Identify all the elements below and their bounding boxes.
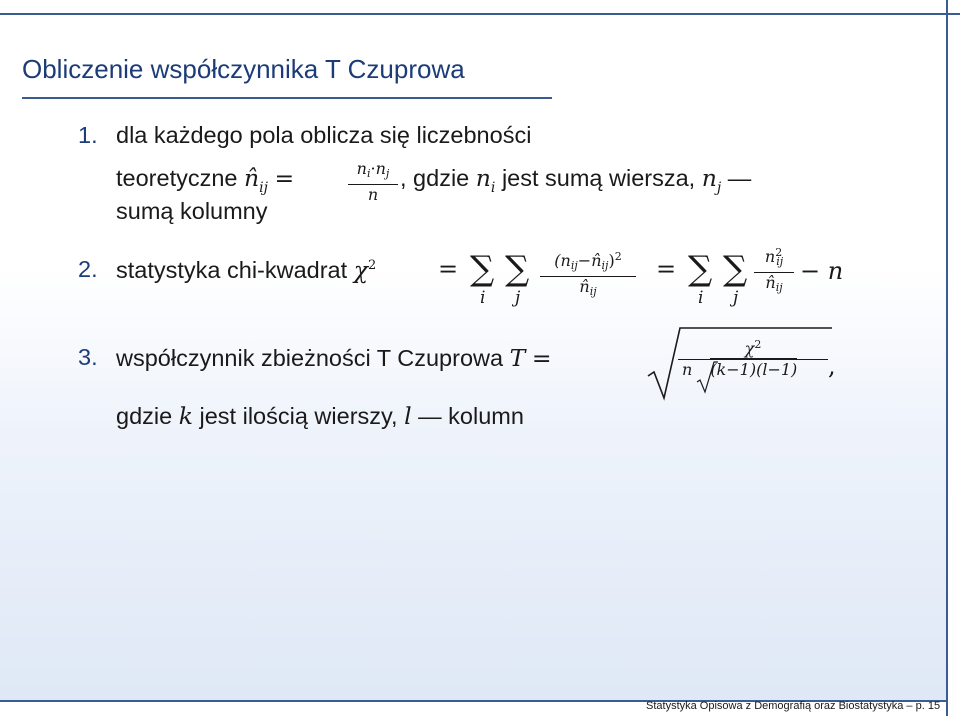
item-3-l: l (404, 402, 412, 430)
item-2-sum-i-2: ∑ (688, 249, 713, 289)
item-2-sum-i-2-index: i (698, 288, 704, 308)
item-1-equals: = (274, 164, 295, 192)
item-3-label: współczynnik zbieżności T Czuprowa (116, 345, 504, 371)
item-3-number: 3. (78, 344, 98, 370)
item-3-frac-numerator: $\chi^2$ (744, 338, 762, 358)
title-underline (22, 97, 552, 99)
item-1-frac-denominator: n (367, 185, 379, 204)
item-2-number: 2. (78, 256, 98, 282)
item-1-nhat-ij: $n̂_{ij}$ (244, 164, 268, 196)
item-3-rows-text: jest ilością wierszy, (199, 403, 398, 429)
item-3-comma: , (828, 352, 836, 380)
item-3-equals: = (531, 344, 552, 372)
item-3-k: k (178, 402, 193, 430)
item-1-dash: — (727, 165, 752, 191)
item-1-line3: sumą kolumny (116, 198, 268, 224)
item-2-label: statystyka chi-kwadrat (116, 257, 348, 283)
item-2-fraction-2 (754, 244, 794, 297)
item-2-equals-2: = (656, 255, 677, 283)
item-2-equals-1: = (438, 255, 459, 283)
footer-text: Statystyka Opisowa z Demografią oraz Biostatystyka – p. 15 (646, 700, 941, 712)
item-3-gdzie: gdzie (116, 403, 173, 429)
item-1-prefix: teoretyczne (116, 165, 238, 191)
item-2-frac2-numerator: $n^2_{ij}$ (764, 246, 784, 268)
item-3-T: T (509, 344, 526, 372)
item-2-text (116, 256, 376, 284)
item-2-fraction-1 (540, 248, 636, 301)
item-1-gdzie: , gdzie (400, 165, 470, 191)
item-1-number: 1. (78, 122, 98, 148)
corner-mark-top-right (932, 13, 960, 15)
frame-top-line (0, 13, 948, 15)
item-3-line2 (116, 402, 524, 430)
item-1-fraction (348, 160, 398, 204)
item-2-sum-i: ∑ (470, 249, 495, 289)
item-2-frac2-denominator: $n̂_{ij}$ (765, 273, 783, 294)
item-2-frac1-denominator: $n̂_{ij}$ (579, 277, 597, 298)
item-2-sum-j-index: j (515, 288, 521, 308)
item-1-ni: $n_i$ (475, 164, 496, 196)
slide-title: Obliczenie współczynnika T Czuprowa (22, 54, 465, 84)
item-1-nj: $n_j$ (701, 164, 722, 196)
item-2-frac1-numerator: $(n_{ij}-n̂_{ij})^2$ (554, 250, 622, 272)
item-3-inner-sqrt (696, 360, 718, 396)
corner-mark-bottom-right (946, 690, 948, 716)
item-2-minus-n: − n (800, 257, 844, 285)
item-1-line2 (116, 164, 294, 196)
item-1-row-sum-text: jest sumą wiersza, (501, 165, 696, 191)
item-1-line2-rest (400, 164, 751, 196)
item-2-sum-j: ∑ (505, 249, 530, 289)
item-2-sum-i-index: i (480, 288, 486, 308)
item-1-frac-numerator: $n_i\cdot n_j$ (356, 159, 390, 180)
item-3-frac-denominator: n (k−1)(l−1) (682, 360, 798, 379)
item-3-columns-text: — kolumn (418, 403, 524, 429)
item-2-sum-j-2: ∑ (723, 249, 748, 289)
item-2-sum-j-2-index: j (733, 288, 739, 308)
item-1-line1: dla każdego pola oblicza się liczebności (116, 122, 532, 148)
frame-right-line (946, 0, 948, 716)
item-3-text (116, 344, 552, 372)
item-2-chi-squared: $\chi^2$ (353, 256, 377, 284)
